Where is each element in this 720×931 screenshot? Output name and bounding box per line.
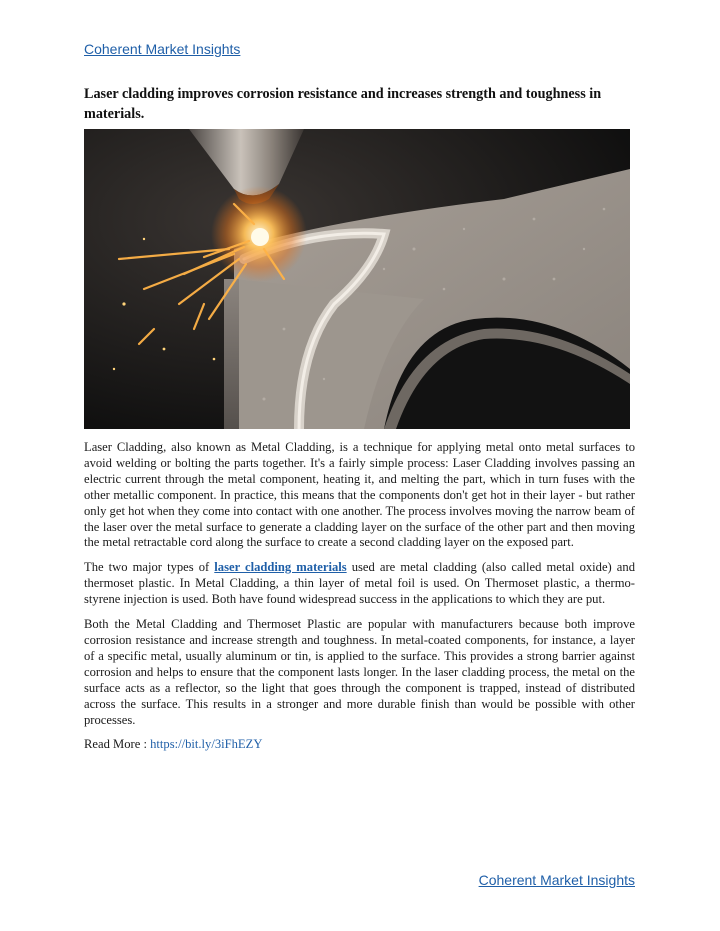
paragraph-intro: Laser Cladding, also known as Metal Cladding, is a technique for applying metal onto metal surfaces to avoid welding or bolting the parts together. It's a fairly simple process: Laser Cladding involves passing an electric current through the metal component, heating it, and melting the part, which in turn fuses with the other metallic component. In practice, this means that the components don't get hot in their layer - but rather only get hot when they come into contact with one another. The process involves moving the narrow beam of the laser over the metal surface to generate a cladding layer on the surface of the other part and then moving the metal retractable cord along the surface to create a second cladding layer on the exposed part. xyxy=(84,440,635,550)
article-body xyxy=(84,440,635,762)
read-more-link[interactable]: https://bit.ly/3iFhEZY xyxy=(150,737,263,752)
article-title: Laser cladding improves corrosion resistance and increases strength and toughness in materials. xyxy=(84,86,602,122)
paragraph-benefits: Both the Metal Cladding and Thermoset Plastic are popular with manufacturers because both improve corrosion resistance and increase strength and toughness. In metal-coated components, for instance, a layer of a specific metal, usually aluminum or tin, is applied to the surface. This provides a strong barrier against corrosion and helps to ensure that the component lasts longer. In the laser cladding process, the metal on the surface acts as a reflector, so the light that goes through the component is trapped, instead of distributed across the surface. This results in a stronger and more durable finish than would be possible with other processes. xyxy=(84,617,635,727)
header-brand-link[interactable]: Coherent Market Insights xyxy=(84,41,241,57)
laser-cladding-materials-link[interactable]: laser cladding materials xyxy=(214,560,347,575)
paragraph-types-rest: used are metal cladding (also called metal oxide) and thermoset plastic. In Metal Cladding, a thin layer of metal foil is used. On Thermoset plastic, a thermo-styrene injection is used. Both have found widespread success in the applications to which they are put. xyxy=(84,560,635,607)
footer-brand-link[interactable]: Coherent Market Insights xyxy=(478,872,635,888)
paragraph-types xyxy=(84,560,635,608)
read-more-label: Read More : xyxy=(84,737,151,752)
laser-cladding-photo xyxy=(84,129,630,429)
paragraph-types-lead: The two major types of xyxy=(84,560,215,575)
read-more xyxy=(84,737,635,753)
